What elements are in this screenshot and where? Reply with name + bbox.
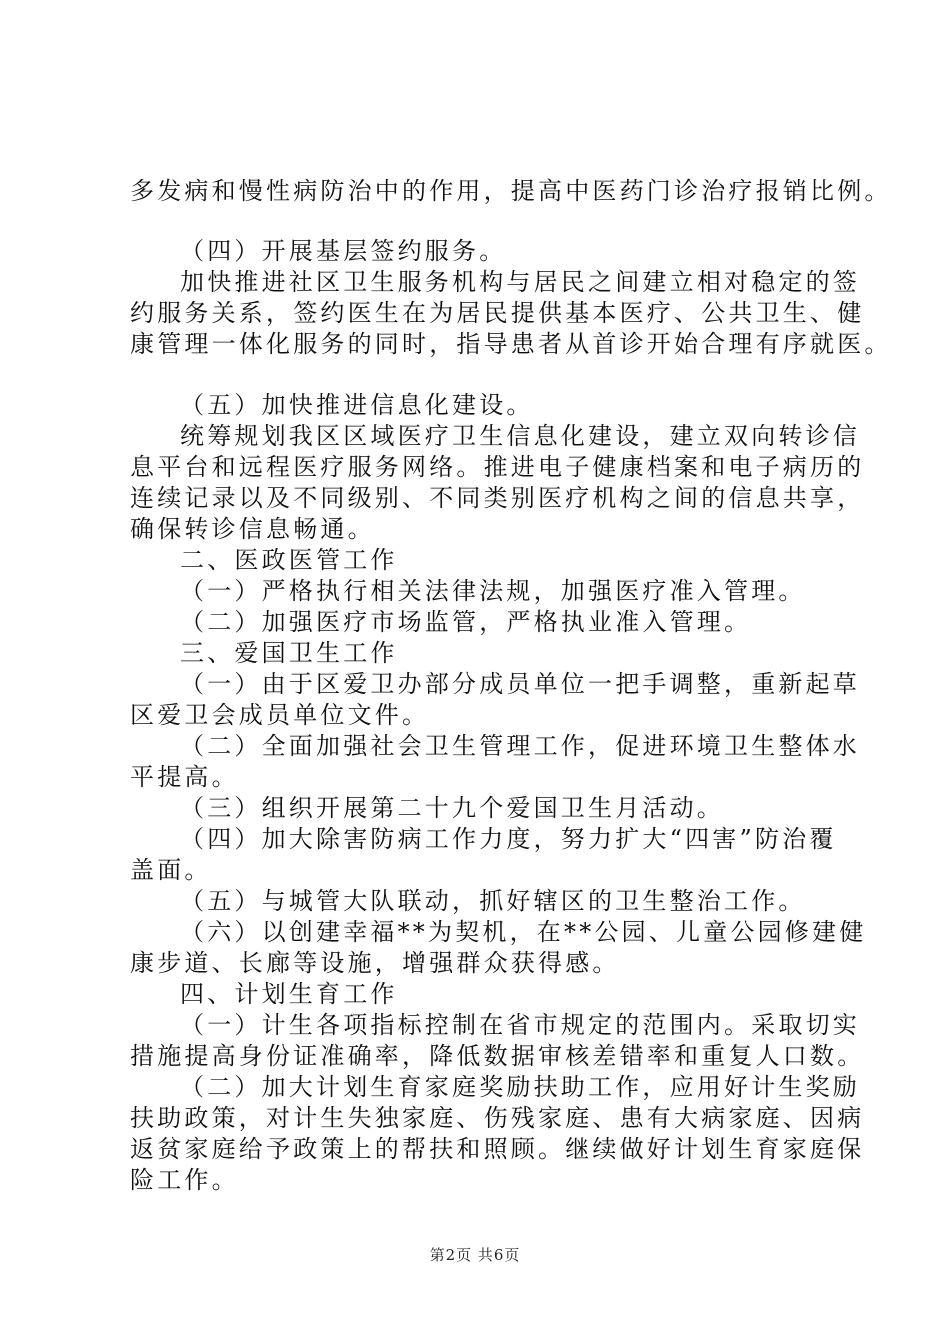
body-text-line: 盖面。 [130, 856, 212, 884]
body-text-line: 多发病和慢性病防治中的作用，提高中医药门诊治疗报销比例。 [130, 177, 892, 205]
body-text-line: 息平台和远程医疗服务网络。推进电子健康档案和电子病历的 [130, 453, 865, 481]
body-text-line: 确保转诊信息畅通。 [130, 515, 375, 543]
body-text-line: （一）由于区爱卫办部分成员单位一把手调整，重新起草 [180, 670, 860, 698]
body-text-line: 区爱卫会成员单位文件。 [130, 701, 430, 729]
chapter-heading: 二、医政医管工作 [180, 546, 398, 574]
body-text-line: 连续记录以及不同级别、不同类别医疗机构之间的信息共享， [130, 484, 865, 512]
body-text-line: 约服务关系，签约医生在为居民提供基本医疗、公共卫生、健 [130, 299, 865, 327]
body-text-line: 平提高。 [130, 763, 239, 791]
body-text-line: （一）严格执行相关法律法规，加强医疗准入管理。 [180, 577, 806, 605]
section-heading: （五）加快推进信息化建设。 [180, 391, 534, 419]
body-text-line: （二）加大计划生育家庭奖励扶助工作，应用好计生奖励 [180, 1073, 860, 1101]
page-number-footer: 第2页 共6页 [429, 1246, 521, 1264]
body-text-line: （五）与城管大队联动，抓好辖区的卫生整治工作。 [180, 887, 806, 915]
body-text-line: （一）计生各项指标控制在省市规定的范围内。采取切实 [180, 1011, 860, 1039]
body-text-line: （二）加强医疗市场监管，严格执业准入管理。 [180, 608, 752, 636]
section-heading: （四）开展基层签约服务。 [180, 237, 507, 265]
body-text-line: （三）组织开展第二十九个爱国卫生月活动。 [180, 794, 724, 822]
body-text-line: 扶助政策，对计生失独家庭、伤残家庭、患有大病家庭、因病 [130, 1104, 865, 1132]
chapter-heading: 四、计划生育工作 [180, 980, 398, 1008]
body-text-line: （二）全面加强社会卫生管理工作，促进环境卫生整体水 [180, 732, 860, 760]
chapter-heading: 三、爱国卫生工作 [180, 639, 398, 667]
body-text-line: 加快推进社区卫生服务机构与居民之间建立相对稳定的签 [180, 268, 860, 296]
body-text-line: 措施提高身份证准确率，降低数据审核差错率和重复人口数。 [130, 1042, 865, 1070]
body-text-line: （六）以创建幸福**为契机，在**公园、儿童公园修建健 [180, 918, 867, 946]
body-text-line: 返贫家庭给予政策上的帮扶和照顾。继续做好计划生育家庭保 [130, 1135, 865, 1163]
body-text-line: 统筹规划我区区域医疗卫生信息化建设，建立双向转诊信 [180, 422, 860, 450]
body-text-line: 险工作。 [130, 1166, 239, 1194]
body-text-line: （四）加大除害防病工作力度，努力扩大“四害”防治覆 [180, 825, 837, 853]
body-text-line: 康步道、长廊等设施，增强群众获得感。 [130, 949, 620, 977]
body-text-line: 康管理一体化服务的同时，指导患者从首诊开始合理有序就医。 [130, 330, 892, 358]
